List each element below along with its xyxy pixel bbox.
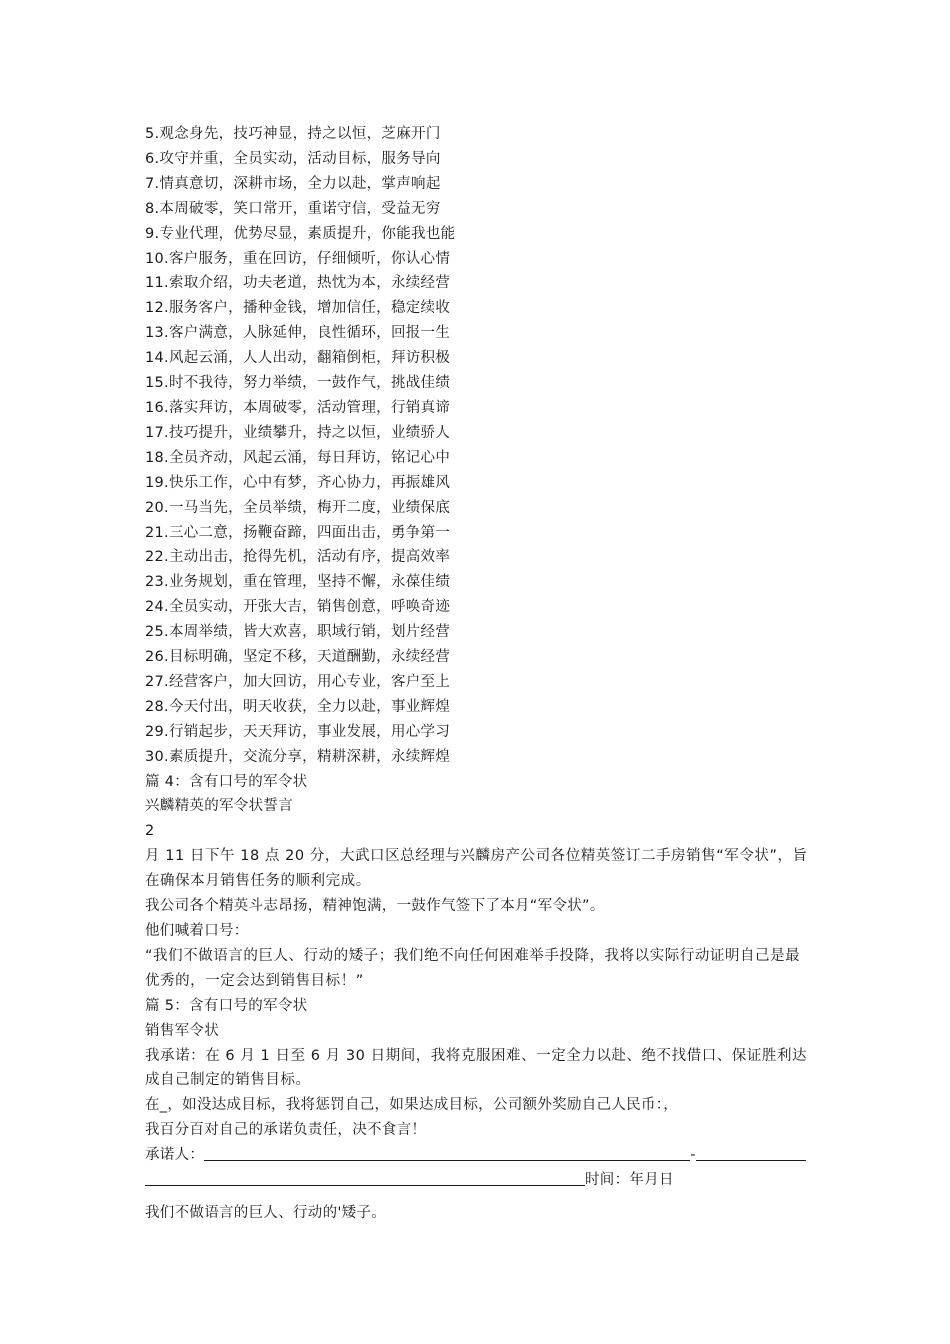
slogan-line: 8.本周破零，笑口常开，重诺守信，受益无穷 xyxy=(145,200,441,217)
slogan-line: 7.情真意切，深耕市场，全力以赴，掌声响起 xyxy=(145,175,441,192)
time-row xyxy=(145,1168,810,1193)
section-4-quote: “我们不做语言的巨人、行动的矮子；我们绝不向任何困难举手投降，我将以实际行动证明自己是最优秀的，一定会达到销售目标！” xyxy=(145,947,801,989)
slogan-line: 13.客户满意，人脉延伸，良性循环，回报一生 xyxy=(145,325,451,342)
slogan-line: 25.本周举绩，皆大欢喜，职域行销，划片经营 xyxy=(145,624,451,641)
time-label: 时间：年月日 xyxy=(585,1172,674,1189)
slogan-line: 5.观念身先，技巧神显，持之以恒，芝麻开门 xyxy=(145,126,441,142)
section-4-paragraph: 月 11 日下午 18 点 20 分，大武口区总经理与兴麟房产公司各位精英签订二手房销售“军令状”，旨在确保本月销售任务的顺利完成。 xyxy=(145,848,808,890)
signer-blank-line xyxy=(204,1144,690,1161)
section-5-paragraph: 在_，如没达成目标，我将惩罚自己，如果达成目标，公司额外奖励自己人民币：， xyxy=(145,1097,679,1114)
slogan-line: 11.索取介绍，功夫老道，热忱为本，永续经营 xyxy=(145,275,451,292)
slogan-line: 20.一马当先，全员举绩，梅开二度，业绩保底 xyxy=(145,499,451,516)
spacer xyxy=(145,1193,810,1201)
slogan-line: 26.目标明确，坚定不移，天道酬勤，永续经营 xyxy=(145,649,451,666)
slogan-line: 17.技巧提升，业绩攀升，持之以恒，业绩骄人 xyxy=(145,424,451,441)
slogan-line: 12.服务客户，播种金钱，增加信任，稳定续收 xyxy=(145,300,451,317)
slogan-line: 18.全员齐动，风起云涌，每日拜访，铭记心中 xyxy=(145,449,451,466)
signer-dash: - xyxy=(690,1147,696,1164)
slogan-line: 19.快乐工作，心中有梦，齐心协力，再振雄风 xyxy=(145,474,451,491)
slogan-line: 23.业务规划，重在管理，坚持不懈，永葆佳绩 xyxy=(145,574,451,591)
signer-blank-line-2 xyxy=(696,1144,806,1161)
slogan-line: 15.时不我待，努力举绩，一鼓作气，挑战佳绩 xyxy=(145,375,451,392)
section-4-heading: 篇 4：含有口号的军令状 xyxy=(145,773,308,790)
slogan-list xyxy=(145,122,810,770)
section-5-heading: 篇 5：含有口号的军令状 xyxy=(145,997,308,1014)
section-4-number: 2 xyxy=(145,823,155,840)
slogan-line: 9.专业代理，优势尽显，素质提升，你能我也能 xyxy=(145,225,456,242)
slogan-line: 27.经营客户，加大回访，用心专业，客户至上 xyxy=(145,673,451,690)
section-4-paragraph: 他们喊着口号： xyxy=(145,923,249,939)
section-4-subtitle: 兴麟精英的军令状誓言 xyxy=(145,798,293,815)
slogan-line: 30.素质提升，交流分享，精耕深耕，永续辉煌 xyxy=(145,748,451,765)
section-4-paragraph: 我公司各个精英斗志昂扬，精神饱满，一鼓作气签下了本月“军令状”。 xyxy=(145,898,605,915)
signer-label: 承诺人： xyxy=(145,1147,205,1164)
slogan-line: 10.客户服务，重在回访，仔细倾听，你认心情 xyxy=(145,250,451,267)
slogan-line: 6.攻守并重，全员实动，活动目标，服务导向 xyxy=(145,150,441,167)
closing-line: 我们不做语言的巨人、行动的'矮子。 xyxy=(145,1204,387,1221)
slogan-line: 16.落实拜访，本周破零，活动管理，行销真谛 xyxy=(145,399,451,416)
document-page xyxy=(145,122,810,1226)
time-blank-line xyxy=(145,1169,585,1186)
slogan-line: 24.全员实动，开张大吉，销售创意，呼唤奇迹 xyxy=(145,599,451,616)
slogan-line: 21.三心二意，扬鞭奋蹄，四面出击，勇争第一 xyxy=(145,524,451,541)
slogan-line: 22.主动出击，抢得先机，活动有序，提高效率 xyxy=(145,549,451,566)
slogan-line: 28.今天付出，明天收获，全力以赴，事业辉煌 xyxy=(145,698,451,715)
section-5-paragraph: 我承诺：在 6 月 1 日至 6 月 30 日期间，我将克服困难、一定全力以赴、绝不找借口、保证胜利达成自己制定的销售目标。 xyxy=(145,1047,808,1089)
slogan-line: 29.行销起步，天天拜访，事业发展，用心学习 xyxy=(145,723,451,740)
slogan-line: 14.风起云涌，人人出动，翻箱倒柜，拜访积极 xyxy=(145,350,451,367)
signer-row xyxy=(145,1143,810,1168)
section-5-subtitle: 销售军令状 xyxy=(145,1022,219,1039)
section-5-paragraph: 我百分百对自己的承诺负责任，决不食言！ xyxy=(145,1122,427,1139)
